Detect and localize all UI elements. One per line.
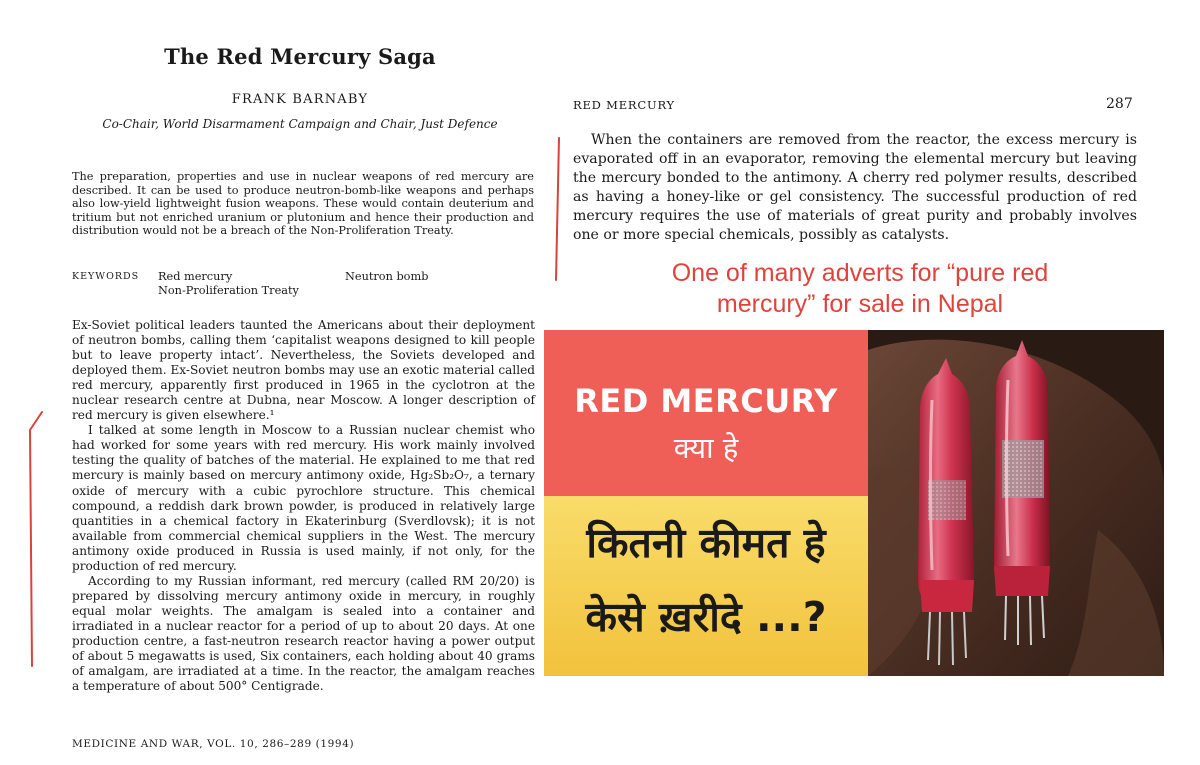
page-number: 287: [1106, 96, 1133, 112]
red-mercury-advert: [544, 330, 1164, 676]
body-paragraph: I talked at some length in Moscow to a Russian nuclear chemist who had worked for some years with red mercury. His work mainly involved testing the quality of batches of the material. He explained to me that red mercury is mainly based on mercury antimony oxide, Hg₂Sb₂O₇, a ternary oxide of mercury with a cubic pyrochlore structure. This chemical compound, a reddish dark brown powder, is produced in relatively large quantities in a chemical factory in Ekaterinburg (Sverdlovsk); it is not available from commercial chemical suppliers in the West. The mercury antimony oxide produced in Russia is used mainly, if not only, for the production of red mercury.: [72, 423, 535, 573]
advert-buy-line: केसे ख़रीदे ...?: [585, 593, 827, 641]
caption-line: mercury” for sale in Nepal: [716, 290, 1004, 318]
article-title: The Red Mercury Saga: [164, 44, 436, 69]
author-affiliation: Co-Chair, World Disarmament Campaign and Chair, Just Defence: [102, 117, 498, 131]
caption-line: One of many adverts for “pure red: [671, 259, 1049, 287]
image-caption: [560, 258, 1160, 320]
advert-subtitle: क्या हे: [673, 431, 739, 465]
running-head: RED MERCURY: [573, 98, 675, 112]
advert-price-line: कितनी कीमत हे: [586, 519, 826, 567]
keyword-item: Non-Proliferation Treaty: [158, 284, 299, 297]
article-body: [72, 318, 535, 694]
keyword-item: Neutron bomb: [345, 270, 429, 283]
keywords-label: KEYWORDS: [72, 271, 140, 282]
red-mercury-vials-photo: [868, 330, 1164, 676]
article-page-left: [0, 0, 548, 765]
abstract: The preparation, properties and use in nuclear weapons of red mercury are described. It can be used to produce neutron-bomb-like weapons and perhaps also low-yield lightweight fusion weapons. These would contain deuterium and tritium but not enriched uranium or plutonium and hence their production and distribution would not be a breach of the Non-Proliferation Treaty.: [72, 170, 534, 238]
advert-title: RED MERCURY: [574, 382, 838, 420]
keyword-item: Red mercury: [158, 270, 233, 283]
article-body-continued: When the containers are removed from the reactor, the excess mercury is evaporated off in an evaporator, removing the elemental mercury but leaving the mercury bonded to the antimony. A cherry red polymer results, described as having a honey-like or gel consistency. The successful production of red mercury requires the use of materials of great purity and probably involves one or more special chemicals, possibly as catalysts.: [573, 132, 1137, 243]
body-paragraph: According to my Russian informant, red mercury (called RM 20/20) is prepared by dissolving mercury antimony oxide in mercury, in roughly equal molar weights. The amalgam is sealed into a container and irradiated in a nuclear reactor for a period of up to about 20 days. At one production centre, a fast-neutron research reactor having a power output of about 5 megawatts is used, Six containers, each holding about 40 grams of amalgam, are irradiated at a time. In the reactor, the amalgam reaches a temperature of about 500° Centigrade.: [72, 573, 535, 694]
body-paragraph: Ex-Soviet political leaders taunted the Americans about their deployment of neutron bombs, calling them ‘capitalist weapons designed to kill people but to leave property intact’. Nevertheless, the Soviets developed and deployed them. Ex-Soviet neutron bombs may use an exotic material called red mercury, apparently first produced in 1965 in the cyclotron at the nuclear research centre at Dubna, near Moscow. A longer description of red mercury is given elsewhere.¹: [72, 318, 535, 423]
journal-citation: MEDICINE AND WAR, VOL. 10, 286–289 (1994): [72, 738, 355, 750]
red-bracket-annotation: [26, 408, 46, 670]
article-author: FRANK BARNABY: [231, 92, 369, 107]
